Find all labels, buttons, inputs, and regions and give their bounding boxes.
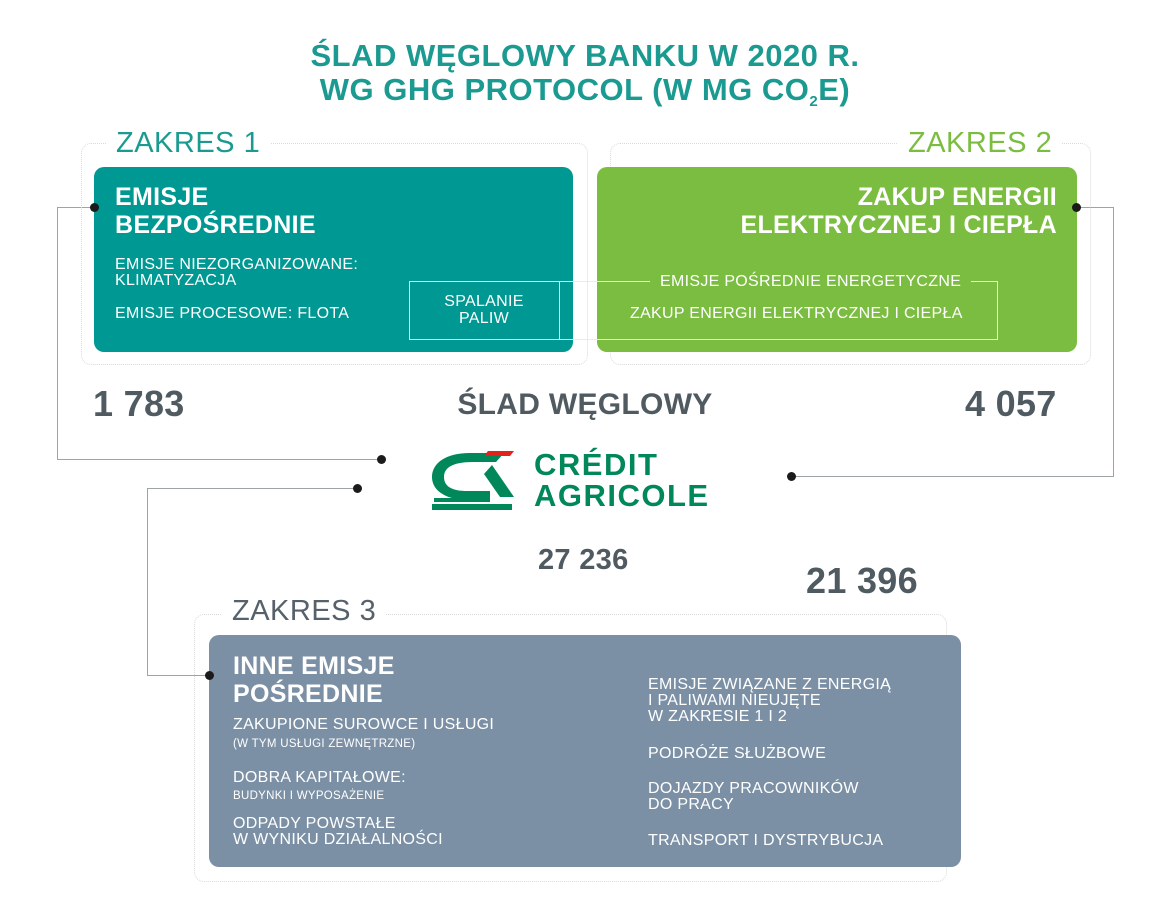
connector-dot-logo-right — [787, 472, 796, 481]
fuel-line2: PALIW — [458, 310, 510, 327]
scope3-left-item-2-sub: BUDYNKI I WYPOSAŻENIE — [233, 790, 385, 802]
connector-scope1-vertical — [57, 207, 58, 460]
scope3-right-item-1-line2: I PALIWAMI NIEUJĘTE — [648, 692, 821, 709]
scope3-right-item-1 — [648, 677, 891, 725]
scope2-item-2: ZAKUP ENERGII ELEKTRYCZNEJ I CIEPŁA — [630, 305, 963, 322]
scope2-value: 4 057 — [965, 383, 1057, 424]
connector-scope3-vertical — [147, 488, 148, 676]
scope3-left-item-3 — [233, 816, 443, 848]
fuel-box — [409, 281, 560, 340]
scope3-heading-line1: INNE EMISJE — [233, 652, 395, 680]
connector-scope1-bottom — [57, 459, 381, 460]
scope3-heading — [233, 652, 395, 708]
scope3-right-item-1-line1: EMISJE ZWIĄZANE Z ENERGIĄ — [648, 676, 892, 693]
scope1-heading-line1: EMISJE — [115, 183, 209, 211]
total-value: 27 236 — [538, 544, 629, 576]
carbon-footprint-label: ŚLAD WĘGLOWY — [457, 388, 713, 421]
title-line-2 — [0, 72, 1170, 120]
scope3-right-item-4: TRANSPORT I DYSTRYBUCJA — [648, 832, 884, 849]
scope1-item-2: EMISJE PROCESOWE: FLOTA — [115, 305, 350, 322]
scope3-label: ZAKRES 3 — [222, 595, 386, 628]
scope3-left-item-3-line2: W WYNIKU DZIAŁALNOŚCI — [233, 831, 443, 848]
connector-scope3-top — [147, 488, 357, 489]
title-subscript: 2 — [809, 93, 819, 110]
scope3-right-item-3-line2: DO PRACY — [648, 796, 734, 813]
scope3-right-item-3-line1: DOJAZDY PRACOWNIKÓW — [648, 780, 859, 797]
scope3-right-item-3 — [648, 781, 859, 813]
logo-wordmark — [534, 449, 710, 511]
scope3-left-item-2: DOBRA KAPITAŁOWE: — [233, 769, 406, 786]
scope3-box — [209, 635, 961, 867]
scope3-right-item-2: PODRÓŻE SŁUŻBOWE — [648, 745, 827, 762]
connector-dot-scope3 — [205, 671, 214, 680]
connector-dot-scope2 — [1072, 203, 1081, 212]
scope1-item-1 — [115, 257, 358, 289]
connector-dot-logo-left-2 — [353, 484, 362, 493]
connector-dot-logo-left — [377, 455, 386, 464]
title-line-2-end: E) — [818, 72, 851, 107]
scope1-label: ZAKRES 1 — [106, 127, 270, 160]
scope1-heading — [115, 183, 316, 239]
credit-agricole-logo — [430, 447, 750, 513]
fuel-box-text — [409, 281, 559, 327]
scope2-item-1: EMISJE POŚREDNIE ENERGETYCZNE — [650, 274, 971, 290]
ca-logo-icon — [430, 447, 520, 513]
scope3-left-item-1-sub: (W TYM USŁUGI ZEWNĘTRZNE) — [233, 738, 416, 750]
scope1-item-1-line1: EMISJE NIEZORGANIZOWANE: — [115, 256, 359, 273]
scope2-label: ZAKRES 2 — [898, 127, 1062, 160]
title-line-1: ŚLAD WĘGLOWY BANKU W 2020 R. — [310, 38, 860, 73]
scope1-heading-line2: BEZPOŚREDNIE — [115, 211, 316, 239]
scope3-heading-line2: POŚREDNIE — [233, 680, 383, 708]
scope2-heading-line2: ELEKTRYCZNEJ I CIEPŁA — [740, 211, 1057, 239]
connector-dot-scope1 — [90, 203, 99, 212]
scope1-item-1-line2: KLIMATYZACJA — [115, 272, 237, 289]
scope3-value: 21 396 — [806, 560, 918, 601]
title-line-2-text: WG GHG PROTOCOL (W MG CO — [319, 72, 810, 107]
scope3-left-item-1: ZAKUPIONE SUROWCE I USŁUGI — [233, 716, 495, 733]
fuel-line1: SPALANIE — [444, 293, 524, 310]
logo-text-line2: AGRICOLE — [534, 478, 710, 513]
logo-text-line1: CRÉDIT — [534, 447, 659, 482]
scope2-heading — [740, 183, 1057, 239]
connector-scope2-vertical — [1113, 207, 1114, 477]
scope1-value: 1 783 — [93, 383, 185, 424]
scope3-right-item-1-line3: W ZAKRESIE 1 I 2 — [648, 708, 788, 725]
scope2-heading-line1: ZAKUP ENERGII — [857, 183, 1057, 211]
scope3-left-item-3-line1: ODPADY POWSTAŁE — [233, 815, 396, 832]
connector-scope2-bottom — [791, 476, 1114, 477]
